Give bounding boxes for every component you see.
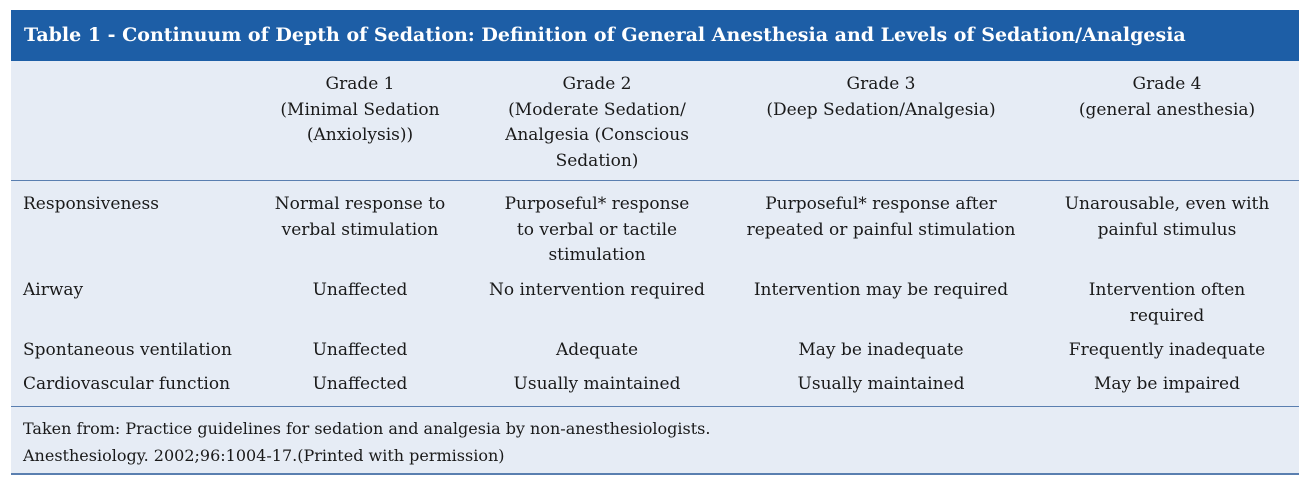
table-cell — [731, 338, 1031, 364]
table-cell — [1049, 278, 1285, 329]
column-header-line: (Moderate Sedation/ — [508, 99, 686, 120]
column-header-line: (Deep Sedation/Analgesia) — [766, 99, 996, 120]
cell-line: required — [1129, 305, 1205, 326]
table-cell — [731, 278, 1031, 304]
column-header-line: Grade 2 — [562, 74, 632, 94]
cell-line: Usually maintained — [513, 374, 681, 394]
column-header-grade-4 — [1049, 72, 1285, 123]
column-header-line: Sedation) — [555, 150, 639, 171]
table-cell — [481, 278, 713, 304]
table-footnote — [23, 415, 710, 469]
footnote-line: Anesthesiology. 2002;96:1004-17.(Printed with permission) — [23, 446, 505, 465]
cell-line: repeated or painful stimulation — [746, 219, 1016, 240]
row-label-cardiovascular-function: Cardiovascular function — [23, 374, 231, 394]
cell-line: Unaffected — [312, 340, 408, 360]
column-header-line: Grade 3 — [846, 74, 916, 94]
table-cell — [1049, 338, 1285, 364]
table-title: Table 1 - Continuum of Depth of Sedation: Definition of General Anesthesia and Levels of Sedation/Analgesia — [11, 10, 1299, 61]
cell-line: May be inadequate — [798, 340, 964, 360]
header-divider — [11, 180, 1299, 181]
cell-line: to verbal or tactile — [516, 219, 678, 240]
cell-line: Unaffected — [312, 280, 408, 300]
cell-line: painful stimulus — [1097, 219, 1237, 240]
column-header-line: (Anxiolysis)) — [306, 125, 414, 145]
column-header-line: Grade 1 — [325, 74, 395, 94]
row-label-spontaneous-ventilation: Spontaneous ventilation — [23, 340, 232, 360]
table-cell — [481, 372, 713, 398]
cell-line: stimulation — [548, 245, 646, 265]
table-cell — [731, 192, 1031, 243]
cell-line: Unarousable, even with — [1064, 194, 1270, 214]
table-cell — [249, 192, 471, 243]
cell-line: No intervention required — [489, 280, 705, 300]
cell-line: Intervention may be required — [753, 280, 1009, 300]
cell-line: Normal response to — [274, 194, 446, 214]
cell-line: Purposeful* response — [504, 194, 690, 214]
table-cell — [731, 372, 1031, 398]
table-cell — [1049, 372, 1285, 398]
cell-line: Frequently inadequate — [1068, 340, 1266, 360]
table-cell — [1049, 192, 1285, 243]
column-header-line: (general anesthesia) — [1078, 99, 1256, 120]
footnote-line: Taken from: Practice guidelines for sedation and analgesia by non-anesthesiologists. — [23, 419, 711, 438]
cell-line: Intervention often — [1088, 280, 1246, 300]
column-header-grade-1 — [249, 72, 471, 149]
table-cell — [481, 192, 713, 269]
table-cell — [481, 338, 713, 364]
sedation-table — [11, 10, 1299, 475]
cell-line: Adequate — [555, 340, 639, 360]
column-header-grade-2 — [481, 72, 713, 174]
cell-line: Usually maintained — [797, 374, 965, 394]
table-cell — [249, 338, 471, 364]
cell-line: verbal stimulation — [281, 219, 439, 240]
table-cell — [249, 372, 471, 398]
row-label-airway: Airway — [23, 280, 84, 300]
cell-line: Unaffected — [312, 374, 408, 394]
row-label-responsiveness: Responsiveness — [23, 194, 159, 214]
column-header-line: Analgesia (Conscious — [505, 125, 689, 145]
cell-line: Purposeful* response after — [765, 194, 997, 214]
column-header-line: Grade 4 — [1132, 74, 1202, 94]
footer-divider — [11, 406, 1299, 407]
table-cell — [249, 278, 471, 304]
column-header-grade-3 — [731, 72, 1031, 123]
column-header-line: (Minimal Sedation — [280, 99, 440, 120]
cell-line: May be impaired — [1094, 374, 1240, 394]
